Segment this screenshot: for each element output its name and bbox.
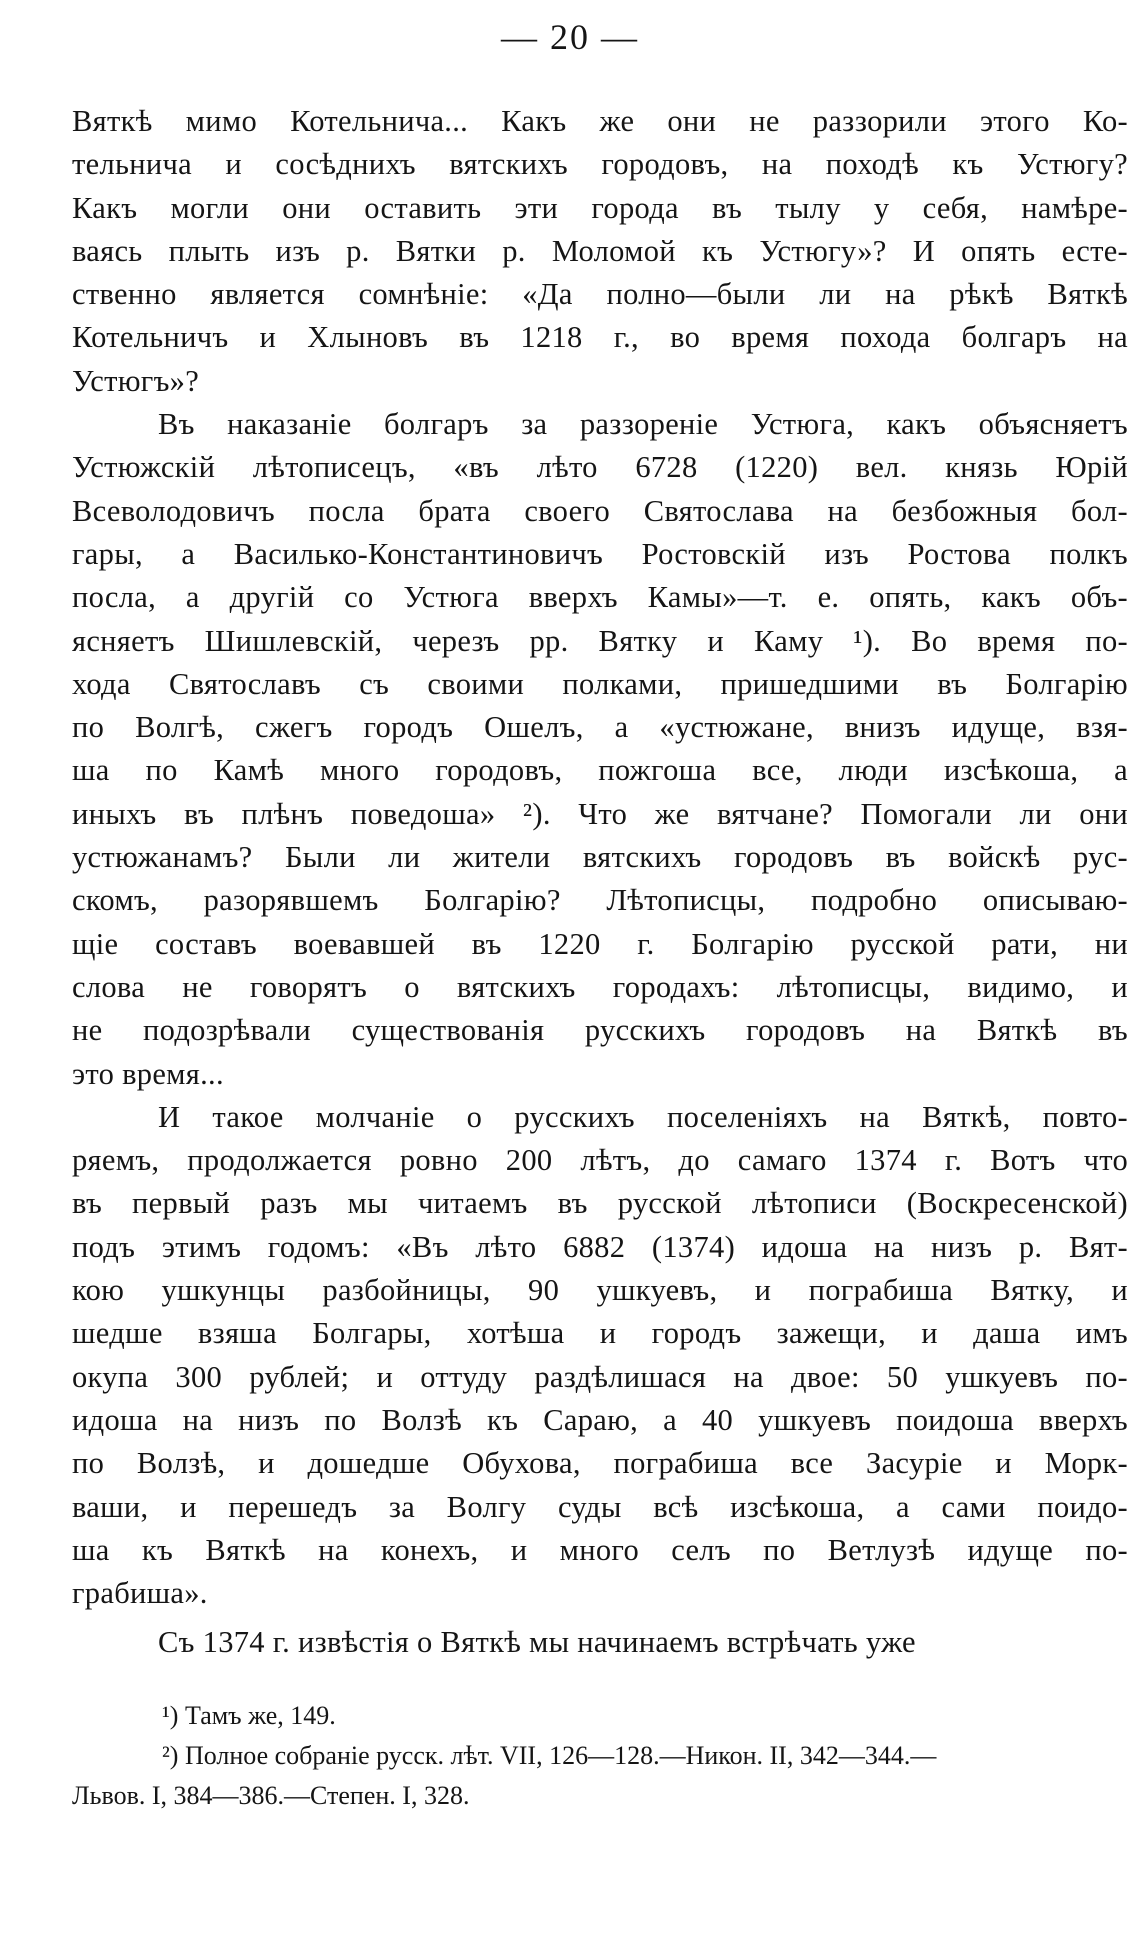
text-line: щіе составъ воевавшей въ 1220 г. Болгарію русской рати, ни [72,926,1128,961]
paragraph-4 [72,1621,1128,1664]
text-line: ша къ Вяткѣ на конехъ, и много селъ по Ветлузѣ идуще по- [72,1532,1128,1567]
footnote-2: ²) Полное собраніе русск. лѣт. VII, 126—128.—Никон. II, 342—344.— [162,1741,937,1770]
text-line: идоша на низъ по Волзѣ къ Сараю, а 40 ушкуевъ поидоша вверхъ [72,1402,1128,1437]
text-line: кою ушкунцы разбойницы, 90 ушкуевъ, и пограбиша Вятку, и [72,1273,1128,1308]
text-line: устюжанамъ? Были ли жители вятскихъ городовъ въ войскѣ рус- [72,840,1128,875]
text-line: Какъ могли они оставить эти города въ тылу у себя, намѣре- [72,190,1128,225]
text-line: окупа 300 рублей; и оттуду раздѣлишася на двое: 50 ушкуевъ по- [72,1359,1128,1394]
text-line: Устюжскій лѣтописецъ, «въ лѣто 6728 (1220) вел. князь Юрій [72,450,1128,485]
text-line: хода Святославъ съ своими полками, пришедшими въ Болгарію [72,666,1128,701]
paragraph-1 [72,100,1128,403]
paragraph-2 [72,403,1128,1096]
text-line: Всеволодовичъ посла брата своего Святослава на безбожныя бол- [72,493,1128,528]
paragraph-3 [72,1096,1128,1616]
text-line: ваясь плыть изъ р. Вятки р. Моломой къ Устюгу»? И опять есте- [72,233,1128,268]
page-number: — 20 — [501,17,639,57]
text-line: Устюгъ»? [72,363,200,398]
text-line: грабиша». [72,1576,208,1611]
text-line: Котельничъ и Хлыновъ въ 1218 г., во время похода болгаръ на [72,320,1128,355]
text-line: не подозрѣвали существованія русскихъ городовъ на Вяткѣ въ [72,1013,1128,1048]
footnotes [72,1696,1128,1816]
text-line: Вяткѣ мимо Котельнича... Какъ же они не раззорили этого Ко- [72,104,1128,138]
text-line: гары, а Василько-Константиновичъ Ростовскій изъ Ростова полкъ [72,536,1128,571]
text-line: Съ 1374 г. извѣстія о Вяткѣ мы начинаемъ встрѣчать уже [158,1625,916,1660]
body-text [72,100,1128,1665]
footnote-2-continuation: Львов. I, 384—386.—Степен. I, 328. [72,1781,470,1810]
text-line: тельнича и сосѣднихъ вятскихъ городовъ, на походѣ къ Устюгу? [72,147,1128,182]
text-line: по Волзѣ, и дошедше Обухова, пограбиша все Засуріе и Морк- [72,1446,1128,1481]
footnote-1: ¹) Тамъ же, 149. [162,1701,336,1730]
text-line: слова не говорятъ о вятскихъ городахъ: лѣтописцы, видимо, и [72,969,1128,1004]
text-line: ряемъ, продолжается ровно 200 лѣтъ, до самаго 1374 г. Вотъ что [72,1143,1128,1178]
text-line: въ первый разъ мы читаемъ въ русской лѣтописи (Воскресенской) [72,1186,1128,1221]
text-line: по Волгѣ, сжегъ городъ Ошелъ, а «устюжане, внизъ идуще, взя- [72,710,1128,745]
text-line: И такое молчаніе о русскихъ поселеніяхъ на Вяткѣ, повто- [158,1099,1128,1134]
text-line: ственно является сомнѣніе: «Да полно—были ли на рѣкѣ Вяткѣ [72,277,1128,312]
text-line: это время... [72,1056,224,1091]
text-line: Въ наказаніе болгаръ за раззореніе Устюга, какъ объясняетъ [158,407,1128,442]
text-line: посла, а другій со Устюга вверхъ Камы»—т. е. опять, какъ объ- [72,580,1128,615]
text-line: скомъ, разорявшемъ Болгарію? Лѣтописцы, подробно описываю- [72,883,1128,918]
text-line: подъ этимъ годомъ: «Въ лѣто 6882 (1374) идоша на низъ р. Вят- [72,1229,1128,1264]
text-line: ваши, и перешедъ за Волгу суды всѣ изсѣкоша, а сами поидо- [72,1489,1128,1524]
text-line: иныхъ въ плѣнъ поведоша» ²). Что же вятчане? Помогали ли они [72,796,1128,831]
text-line: ясняетъ Шишлевскій, черезъ рр. Вятку и Каму ¹). Во время по- [72,623,1128,658]
text-line: ша по Камѣ много городовъ, пожгоша все, люди изсѣкоша, а [72,753,1128,788]
text-line: шедше взяша Болгары, хотѣша и городъ зажещи, и даша имъ [72,1316,1128,1351]
